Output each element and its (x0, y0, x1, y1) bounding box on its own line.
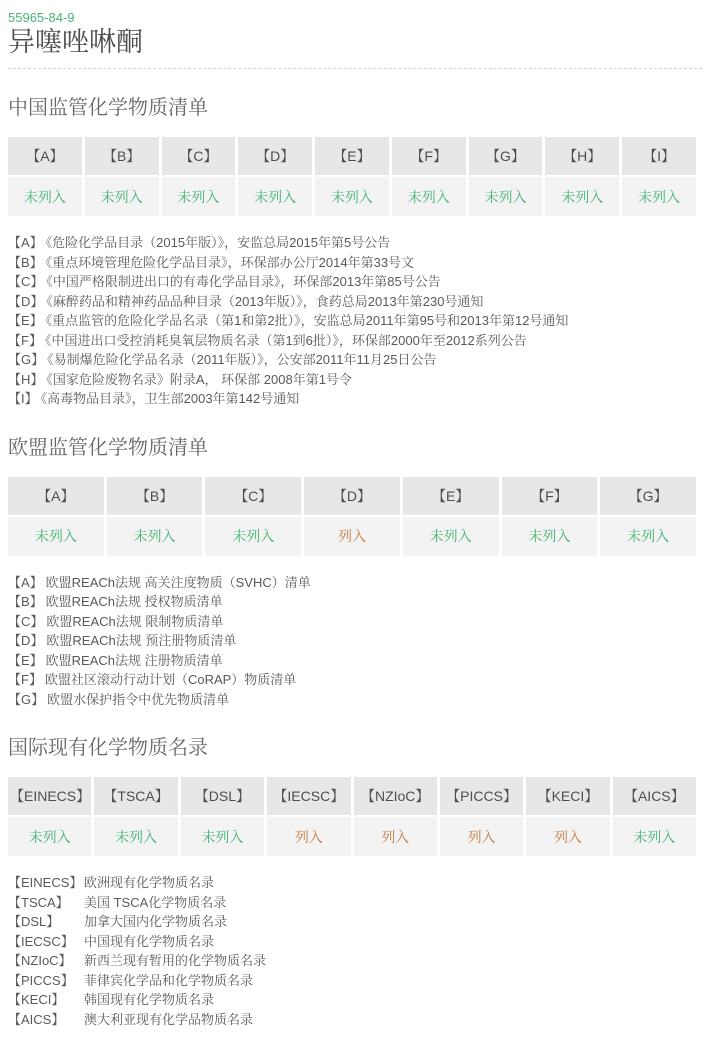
note-label: 【C】 (8, 274, 44, 290)
status-cell: 未列入 (8, 517, 104, 556)
column-header: 【D】 (238, 137, 312, 175)
status-cell: 列入 (304, 517, 400, 556)
note-item (8, 272, 702, 292)
column-header: 【F】 (392, 137, 466, 175)
section-heading: 欧盟监管化学物质清单 (8, 436, 208, 459)
note-text: 欧盟REACh法规 限制物质清单 (46, 613, 224, 629)
status-cell: 未列入 (469, 177, 543, 216)
note-text: 《重点环境管理危险化学品目录》，环保部办公厅2014年第33号文 (45, 254, 415, 270)
note-label: 【KECI】 (8, 992, 65, 1008)
note-text: 《中国进出口受控消耗臭氧层物质名录（第1到6批）》，环保部2000年至2012系列公告 (44, 332, 527, 348)
regulatory-section (8, 436, 702, 710)
column-header: 【D】 (304, 477, 400, 515)
column-header: 【G】 (469, 137, 543, 175)
column-header: 【B】 (107, 477, 203, 515)
note-text: 《中国严格限制进出口的有毒化学品目录》，环保部2013年第85号公告 (46, 274, 441, 290)
note-text: 澳大利亚现有化学品物质名录 (84, 1011, 254, 1027)
note-label: 【TSCA】 (8, 894, 69, 910)
status-cell: 未列入 (613, 817, 696, 856)
status-cell: 未列入 (107, 517, 203, 556)
column-header: 【G】 (600, 477, 696, 515)
column-header: 【TSCA】 (94, 777, 177, 815)
note-item (8, 612, 702, 632)
column-header: 【KECI】 (526, 777, 609, 815)
note-label: 【IECSC】 (8, 933, 74, 949)
note-item (8, 233, 702, 253)
note-label: 【I】 (8, 391, 38, 407)
note-item (8, 1010, 702, 1030)
note-text: 加拿大国内化学物质名录 (84, 914, 228, 930)
status-cell: 未列入 (238, 177, 312, 216)
column-header: 【NZIoC】 (354, 777, 437, 815)
notes-list (8, 573, 702, 710)
note-text: 《危险化学品目录（2015年版）》，安监总局2015年第5号公告 (45, 235, 391, 251)
status-cell: 列入 (267, 817, 350, 856)
note-label: 【F】 (8, 332, 42, 348)
regulatory-section (8, 736, 702, 1029)
note-item (8, 350, 702, 370)
note-item (8, 253, 702, 273)
status-table (5, 475, 699, 558)
note-item (8, 370, 702, 390)
note-item (8, 592, 702, 612)
column-header: 【H】 (545, 137, 619, 175)
table-header-row (8, 777, 696, 815)
note-text: 新西兰现有暂用的化学物质名录 (84, 953, 267, 969)
note-item (8, 873, 702, 893)
column-header: 【I】 (622, 137, 696, 175)
section-heading: 国际现有化学物质名录 (8, 737, 208, 760)
column-header: 【E】 (403, 477, 499, 515)
status-cell: 未列入 (8, 177, 82, 216)
status-cell: 未列入 (403, 517, 499, 556)
note-label: 【G】 (8, 691, 45, 707)
note-text: 《易制爆危险化学品名录（2011年版）》，公安部2011年11月25日公告 (47, 352, 437, 368)
note-label: 【PICCS】 (8, 972, 74, 988)
notes-list (8, 873, 702, 1029)
column-header: 【EINECS】 (8, 777, 91, 815)
note-text: 韩国现有化学物质名录 (84, 992, 215, 1008)
note-text: 欧盟水保护指令中优先物质清单 (47, 691, 230, 707)
note-label: 【F】 (8, 672, 42, 688)
note-label: 【E】 (8, 652, 43, 668)
note-label: 【A】 (8, 235, 43, 251)
regulatory-section (8, 96, 702, 409)
note-label: 【E】 (8, 313, 43, 329)
column-header: 【IECSC】 (267, 777, 350, 815)
note-text: 《麻醉药品和精神药品品种目录（2013年版）》，食药总局2013年第230号通知 (46, 293, 484, 309)
note-item (8, 990, 702, 1010)
note-item (8, 912, 702, 932)
column-header: 【E】 (315, 137, 389, 175)
column-header: 【B】 (85, 137, 159, 175)
note-item (8, 651, 702, 671)
status-cell: 未列入 (205, 517, 301, 556)
notes-list (8, 233, 702, 409)
note-label: 【B】 (8, 594, 43, 610)
column-header: 【DSL】 (181, 777, 264, 815)
note-text: 《高毒物品目录》，卫生部2003年第142号通知 (40, 391, 300, 407)
sections-container (8, 96, 702, 1029)
section-heading: 中国监管化学物质清单 (8, 97, 208, 120)
table-value-row (8, 177, 696, 216)
status-cell: 未列入 (94, 817, 177, 856)
status-cell: 列入 (440, 817, 523, 856)
note-label: 【AICS】 (8, 1011, 65, 1027)
note-label: 【B】 (8, 254, 43, 270)
table-header-row (8, 477, 696, 515)
note-label: 【C】 (8, 613, 44, 629)
table-header-row (8, 137, 696, 175)
column-header: 【PICCS】 (440, 777, 523, 815)
note-item (8, 971, 702, 991)
column-header: 【A】 (8, 477, 104, 515)
column-header: 【F】 (502, 477, 598, 515)
note-text: 欧洲现有化学物质名录 (84, 875, 215, 891)
note-item (8, 631, 702, 651)
status-cell: 未列入 (8, 817, 91, 856)
note-label: 【A】 (8, 574, 43, 590)
note-label: 【EINECS】 (8, 875, 83, 891)
status-table (5, 135, 699, 218)
column-header: 【C】 (162, 137, 236, 175)
status-cell: 未列入 (315, 177, 389, 216)
status-cell: 未列入 (502, 517, 598, 556)
note-item (8, 670, 702, 690)
note-label: 【D】 (8, 633, 44, 649)
column-header: 【C】 (205, 477, 301, 515)
note-item (8, 951, 702, 971)
note-text: 中国现有化学物质名录 (84, 933, 215, 949)
status-cell: 未列入 (622, 177, 696, 216)
note-text: 欧盟社区滚动行动计划（CoRAP）物质清单 (44, 672, 297, 688)
status-cell: 未列入 (85, 177, 159, 216)
note-item (8, 932, 702, 952)
page-title: 异噻唑啉酮 (8, 27, 143, 57)
status-cell: 列入 (526, 817, 609, 856)
note-text: 《国家危险废物名录》附录A， 环保部 2008年第1号令 (46, 371, 352, 387)
column-header: 【AICS】 (613, 777, 696, 815)
status-cell: 未列入 (392, 177, 466, 216)
note-item (8, 292, 702, 312)
status-cell: 未列入 (181, 817, 264, 856)
note-label: 【NZIoC】 (8, 953, 72, 969)
note-item (8, 893, 702, 913)
note-label: 【G】 (8, 352, 45, 368)
note-text: 欧盟REACh法规 预注册物质清单 (46, 633, 237, 649)
table-value-row (8, 517, 696, 556)
note-item (8, 331, 702, 351)
note-text: 欧盟REACh法规 授权物质清单 (45, 594, 223, 610)
note-text: 欧盟REACh法规 注册物质清单 (45, 652, 223, 668)
note-text: 欧盟REACh法规 高关注度物质（SVHC）清单 (45, 574, 311, 590)
status-table (5, 775, 699, 858)
column-header: 【A】 (8, 137, 82, 175)
status-cell: 列入 (354, 817, 437, 856)
note-text: 《重点监管的危险化学品名录（第1和第2批）》，安监总局2011年第95号和2013年第12号通知 (45, 313, 569, 329)
status-cell: 未列入 (545, 177, 619, 216)
note-item (8, 690, 702, 710)
note-text: 美国 TSCA化学物质名录 (84, 894, 227, 910)
status-cell: 未列入 (600, 517, 696, 556)
cas-number: 55965-84-9 (8, 10, 75, 25)
title-divider (8, 68, 702, 69)
table-value-row (8, 817, 696, 856)
note-item (8, 389, 702, 409)
note-item (8, 311, 702, 331)
note-label: 【H】 (8, 371, 44, 387)
note-text: 菲律宾化学品和化学物质名录 (84, 972, 254, 988)
note-label: 【D】 (8, 293, 44, 309)
note-item (8, 573, 702, 593)
note-label: 【DSL】 (8, 914, 60, 930)
status-cell: 未列入 (162, 177, 236, 216)
